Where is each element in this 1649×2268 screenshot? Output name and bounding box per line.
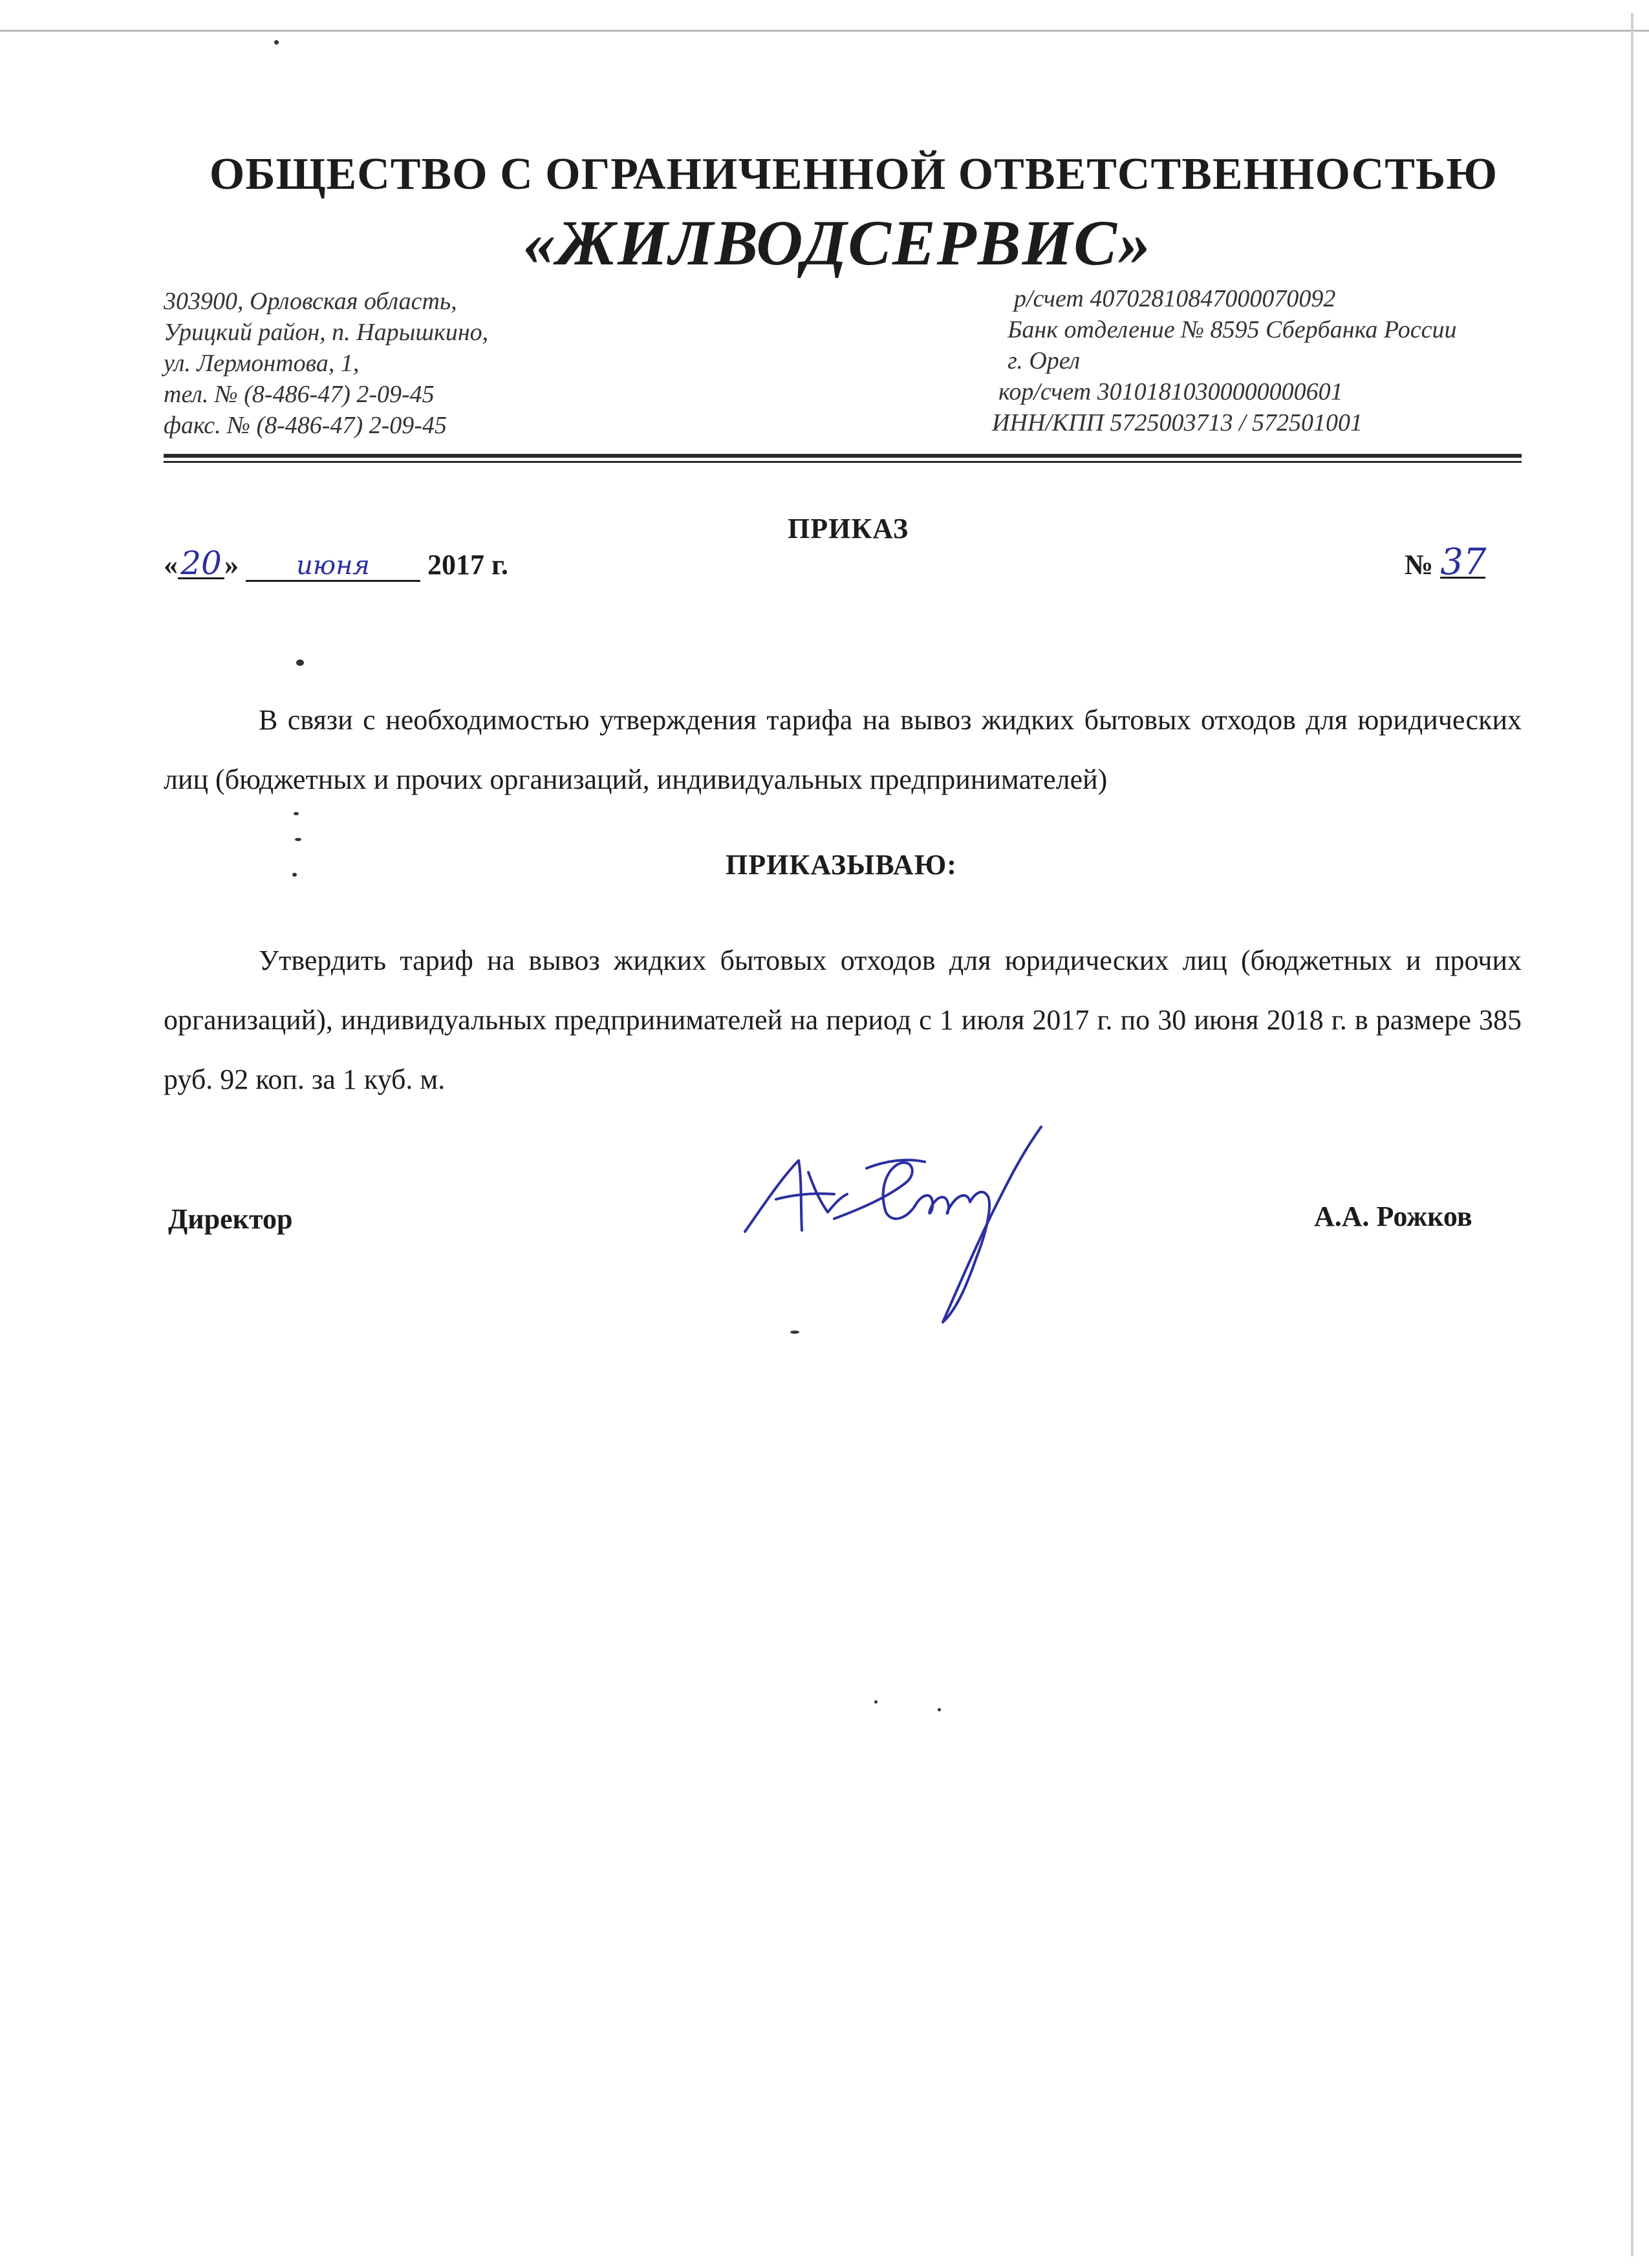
organization-form: ОБЩЕСТВО С ОГРАНИЧЕННОЙ ОТВЕТСТВЕННОСТЬЮ [209,149,1498,199]
date-year: 2017 г. [427,549,509,581]
phone-line: тел. № (8-486-47) 2-09-45 [164,381,435,408]
decision-paragraph: Утвердить тариф на вывоз жидких бытовых отходов для юридических лиц (бюджетных и прочих организаций), индивидуальных предпринимателей на период с 1 июля 2017 г. по 30 июня 2018 г. в размере 385 руб. 92 коп. за 1 куб. м. [164,945,1522,1095]
letterhead-divider [164,454,1522,458]
address-line: ул. Лермонтова, 1, [164,350,360,377]
address-line: Урицкий район, п. Нарышкино, [164,319,489,346]
scan-edge-line [0,30,1649,32]
decree-heading: ПРИКАЗЫВАЮ: [726,849,957,881]
correspondent-account-line: кор/счет 30101810300000000601 [998,378,1343,405]
company-name: «ЖИЛВОДСЕРВИС» [523,207,1152,279]
scan-speck [274,40,279,45]
scan-speck [294,812,299,815]
scan-speck [292,873,297,877]
scan-edge-shadow [1631,13,1633,2256]
date-day-handwritten: 20 [178,549,224,579]
signatory-name: А.А. Рожков [1314,1201,1472,1232]
number-handwritten: 37 [1440,541,1487,583]
scan-speck [874,1700,878,1704]
number-label: № [1405,549,1434,581]
bank-name-line: Банк отделение № 8595 Сбербанка России [1008,316,1457,343]
date-month-handwritten: июня [246,551,420,582]
scan-speck [938,1708,941,1711]
bank-details [992,283,1457,438]
address-line: 303900, Орловская область, [164,288,457,315]
bank-account-line: р/счет 40702810847000070092 [1014,285,1336,312]
handwritten-signature [737,1122,1073,1329]
scan-speck [790,1331,799,1334]
company-address [164,286,488,441]
bank-city-line: г. Орел [1008,347,1081,374]
order-number [1405,541,1487,583]
date-open-quote: « [164,549,178,581]
inn-kpp-line: ИНН/КПП 5725003713 / 572501001 [992,409,1363,436]
letterhead-divider-thin [164,461,1522,463]
document-title: ПРИКАЗ [788,513,909,544]
scan-speck [296,659,304,666]
scan-speck [295,838,301,841]
order-date [164,544,509,582]
fax-line: факс. № (8-486-47) 2-09-45 [164,412,447,439]
date-close-quote: » [224,549,239,581]
preamble-paragraph: В связи с необходимостью утверждения тарифа на вывоз жидких бытовых отходов для юридических лиц (бюджетных и прочих организаций, индивидуальных предпринимателей) [164,704,1522,795]
signatory-position: Директор [168,1203,293,1235]
